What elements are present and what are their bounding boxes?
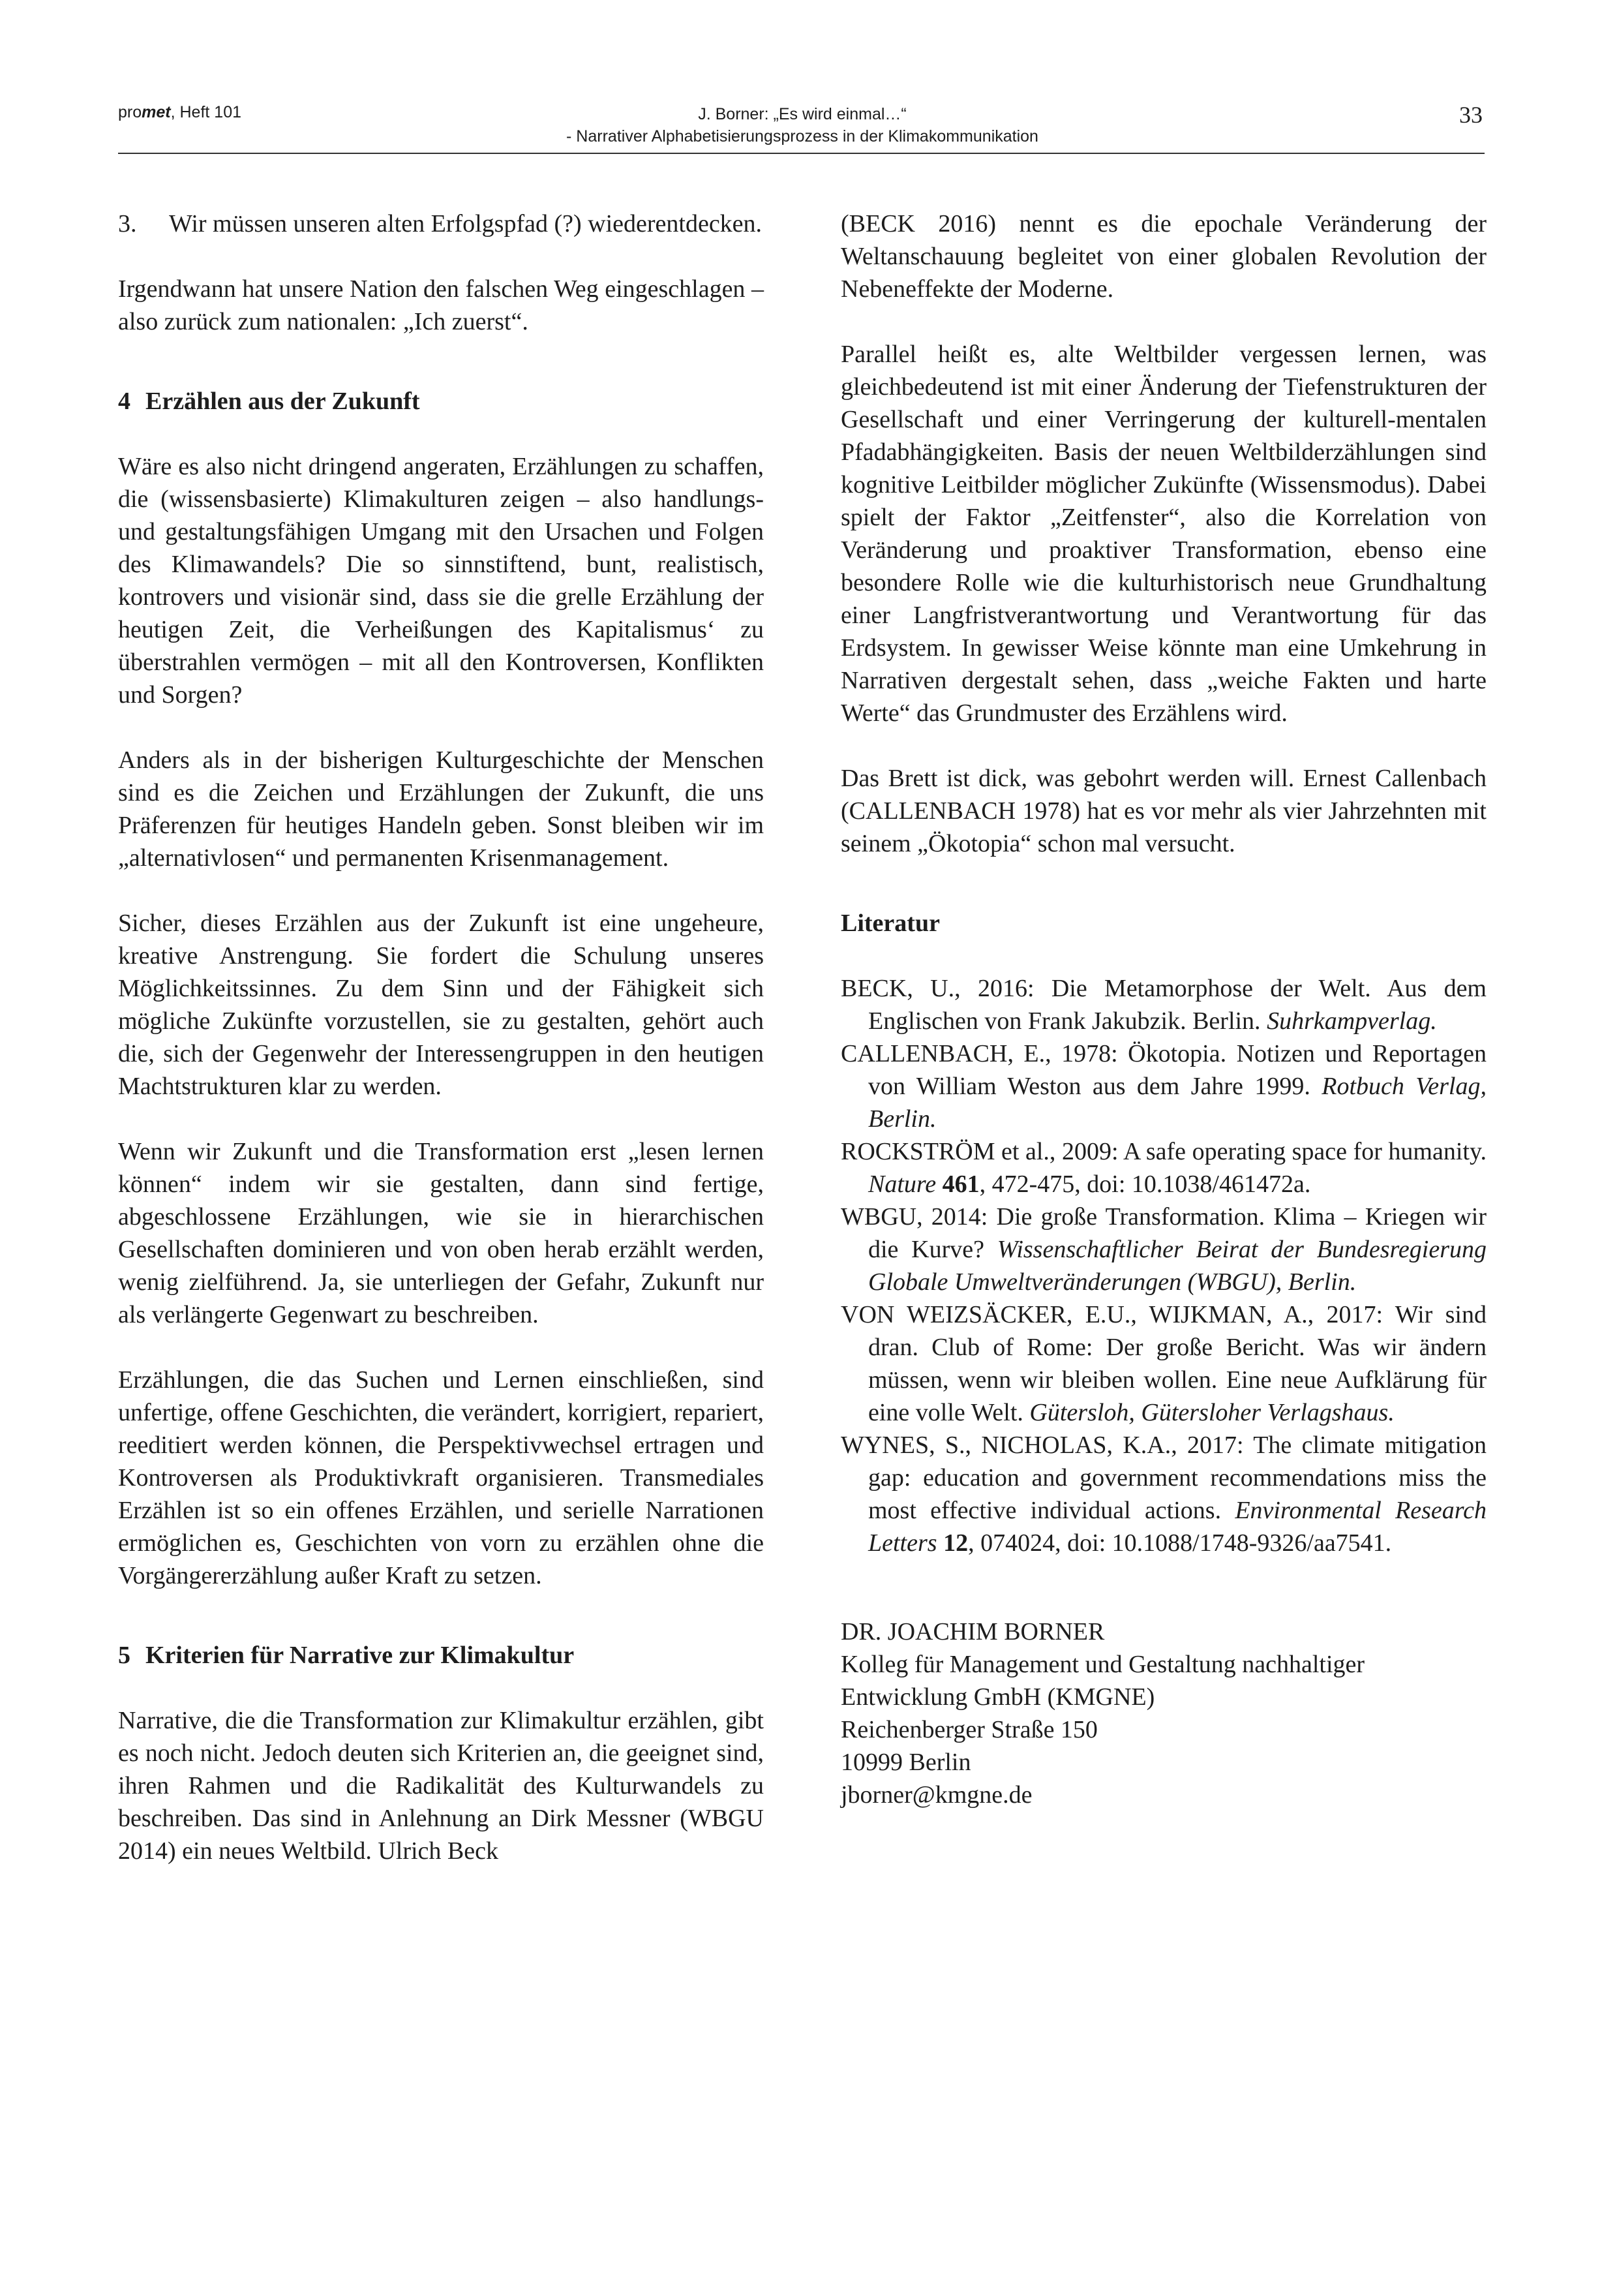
paragraph-sicher: Sicher, dieses Erzählen aus der Zukunft ist eine ungeheure, kreative Anstrengung. Sie fordert die Schulung unseres Möglichkeitssinnes. Zu dem Sinn und der Fähigkeit sich mögliche Zukünfte vorzustellen, sie zu gestalten, gehört auch die, sich der Gegenwehr der Interessengruppen in den heutigen Machtstrukturen klar zu werden. — [118, 910, 764, 1100]
author-email[interactable]: jborner@kmgne.de — [841, 1781, 1033, 1809]
section-4-heading — [118, 385, 764, 418]
reference-rockstroem — [841, 1135, 1487, 1201]
journal-name — [118, 103, 241, 122]
paragraph-waere: Wäre es also nicht dringend angeraten, Erzählungen zu schaffen, die (wissensbasierte) Klimakulturen zeigen – also handlungs- und gestaltungsfähigen Umgang mit den Ursachen und Folgen des Klimawandels? Die so sinnstiftend, bunt, realistisch, kontrovers und visionär sind, dass sie die grelle Erzählung der heutigen Zeit, die Verheißungen des Kapitalismus‘ zu überstrahlen vermögen – mit all den Kontroversen, Konflikten und Sorgen? — [118, 453, 764, 709]
list-item-text: Wir müssen unseren alten Erfolgspfad (?) wiederentdecken. — [169, 210, 763, 237]
reference-publisher: Suhrkampverlag. — [1267, 1007, 1437, 1035]
section-number: 5 — [118, 1642, 130, 1669]
page-header — [0, 0, 1617, 157]
reference-weizsaecker — [841, 1298, 1487, 1429]
reference-pages: , 472-475, doi: 10.1038/461472a. — [979, 1171, 1311, 1198]
reference-list — [841, 972, 1487, 1559]
author-street: Reichenberger Straße 150 — [841, 1716, 1098, 1743]
reference-text: WYNES, S., NICHOLAS, K.A., 2017: The climate mitigation gap: education and government recommendations miss the most effective individual actions. — [841, 1431, 1487, 1524]
reference-text: ROCKSTRÖM et al., 2009: A safe operating space for humanity. — [841, 1138, 1487, 1165]
reference-text: BECK, U., 2016: Die Metamorphose der Welt. Aus dem Englischen von Frank Jakubzik. Berlin. — [841, 975, 1487, 1035]
journal-name-prefix: pro — [118, 103, 142, 121]
running-title — [489, 103, 1115, 147]
right-column — [841, 207, 1487, 1811]
section-title: Erzählen aus der Zukunft — [145, 388, 420, 415]
section-title: Kriterien für Narrative zur Klimakultur — [145, 1642, 575, 1669]
reference-text: CALLENBACH, E., 1978: Ökotopia. Notizen und Reportagen von William Weston aus dem Jahre 1999. — [841, 1040, 1487, 1100]
page-number: 33 — [1459, 102, 1483, 128]
running-title-line2: - Narrativer Alphabetisierungsprozess in der Klimakommunikation — [566, 127, 1038, 145]
reference-volume: 461 — [942, 1171, 980, 1198]
author-city: 10999 Berlin — [841, 1749, 971, 1776]
list-item-number: 3. — [118, 210, 137, 237]
reference-pages: , 074024, doi: 10.1088/1748-9326/aa7541. — [968, 1529, 1392, 1557]
reference-space — [937, 1529, 944, 1557]
reference-callenbach — [841, 1037, 1487, 1135]
reference-publisher: Gütersloh, Gütersloher Verlagshaus. — [1029, 1399, 1395, 1426]
paragraph-wenn: Wenn wir Zukunft und die Transformation erst „lesen lernen können“ indem wir sie gestalten, dann sind fertige, abgeschlossene Erzählungen, wie sie in hierarchischen Gesellschaften dominieren und von oben herab erzählt werden, wenig zielführend. Ja, sie unterliegen der Gefahr, Zukunft nur als verlängerte Gegenwart zu beschreiben. — [118, 1138, 764, 1328]
section-5-heading — [118, 1639, 764, 1672]
reference-journal: Environmental Research Letters — [868, 1497, 1487, 1557]
reference-beck — [841, 972, 1487, 1037]
running-title-line1: J. Borner: „Es wird einmal…“ — [698, 105, 907, 123]
list-item-3 — [118, 207, 764, 240]
reference-wynes — [841, 1429, 1487, 1559]
paragraph-erzaehlungen: Erzählungen, die das Suchen und Lernen einschließen, sind unfertige, offene Geschichten, die verändert, korrigiert, repariert, reeditiert werden können, die Perspektivwechsel ertragen und Kontroversen als Produktivkraft organisieren. Transmediales Erzählen ist so ein offenes Erzählen, und serielle Narrationen ermöglichen es, Geschichten von vorn zu erzählen ohne die Vorgängererzählung außer Kraft zu setzen. — [118, 1366, 764, 1589]
paragraph-anders: Anders als in der bisherigen Kulturgeschichte der Menschen sind es die Zeichen und Erzählungen der Zukunft, die uns Präferenzen für heutiges Handeln geben. Sonst bleiben wir im „alternativlosen“ und permanenten Krisenmanagement. — [118, 746, 764, 872]
author-organization: Kolleg für Management und Gestaltung nachhaltiger Entwicklung GmbH (KMGNE) — [841, 1651, 1365, 1711]
paragraph-irgendwann: Irgendwann hat unsere Nation den falschen Weg eingeschlagen – also zurück zum nationalen: „Ich zuerst“. — [118, 275, 764, 335]
paragraph-beck: (BECK 2016) nennt es die epochale Veränderung der Weltanschauung begleitet von einer globalen Revolution der Nebeneffekte der Moderne. — [841, 210, 1487, 303]
section-number: 4 — [118, 388, 130, 415]
author-name: DR. JOACHIM BORNER — [841, 1618, 1105, 1645]
reference-journal: Nature — [868, 1171, 937, 1198]
reference-publisher: Rotbuch Verlag, Berlin. — [868, 1073, 1487, 1133]
literature-heading: Literatur — [841, 910, 940, 937]
paragraph-parallel: Parallel heißt es, alte Weltbilder vergessen lernen, was gleichbedeutend ist mit einer Änderung der Tiefenstrukturen der Gesellschaft und einer Verringerung der kulturell-mentalen Pfadabhängigkeiten. Basis der neuen Weltbilderzählungen sind kognitive Leitbilder möglicher Zukünfte (Wissensmodus). Dabei spielt der Faktor „Zeitfenster“, also die Korrelation von Veränderung und proaktiver Transformation, ebenso eine besondere Rolle wie die kulturhistorisch neue Grundhaltung einer Langfristverantwortung und Verantwortung für das Erdsystem. In gewisser Weise könnte man eine Umkehrung in Narrativen dergestalt sehen, dass „weiche Fakten und harte Werte“ das Grundmuster des Erzählens wird. — [841, 341, 1487, 727]
header-rule — [118, 153, 1485, 154]
reference-publisher: Wissenschaftlicher Beirat der Bundesregierung Globale Umweltveränderungen (WBGU), Berlin. — [868, 1236, 1487, 1296]
reference-text: VON WEIZSÄCKER, E.U., WIJKMAN, A., 2017: Wir sind dran. Club of Rome: Der große Bericht. Was wir ändern müssen, wenn wir bleiben wollen. Eine neue Aufklärung für eine volle Welt. — [841, 1301, 1487, 1426]
paragraph-brett: Das Brett ist dick, was gebohrt werden will. Ernest Callenbach (CALLENBACH 1978) hat es vor mehr als vier Jahrzehnten mit seinem „Ökotopia“ schon mal versucht. — [841, 765, 1487, 857]
paragraph-narrative: Narrative, die die Transformation zur Klimakultur erzählen, gibt es noch nicht. Jedoch deuten sich Kriterien an, die geeignet sind, ihren Rahmen und die Radikalität des Kulturwandels zu beschreiben. Das sind in Anlehnung an Dirk Messner (WBGU 2014) ein neues Weltbild. Ulrich Beck — [118, 1707, 764, 1865]
journal-issue: , Heft 101 — [170, 103, 242, 121]
reference-wbgu — [841, 1201, 1487, 1298]
reference-volume: 12 — [943, 1529, 969, 1557]
author-address — [841, 1615, 1487, 1811]
left-column — [118, 207, 764, 1900]
journal-name-italic: met — [142, 103, 171, 121]
reference-text: WBGU, 2014: Die große Transformation. Klima – Kriegen wir die Kurve? — [841, 1203, 1487, 1263]
